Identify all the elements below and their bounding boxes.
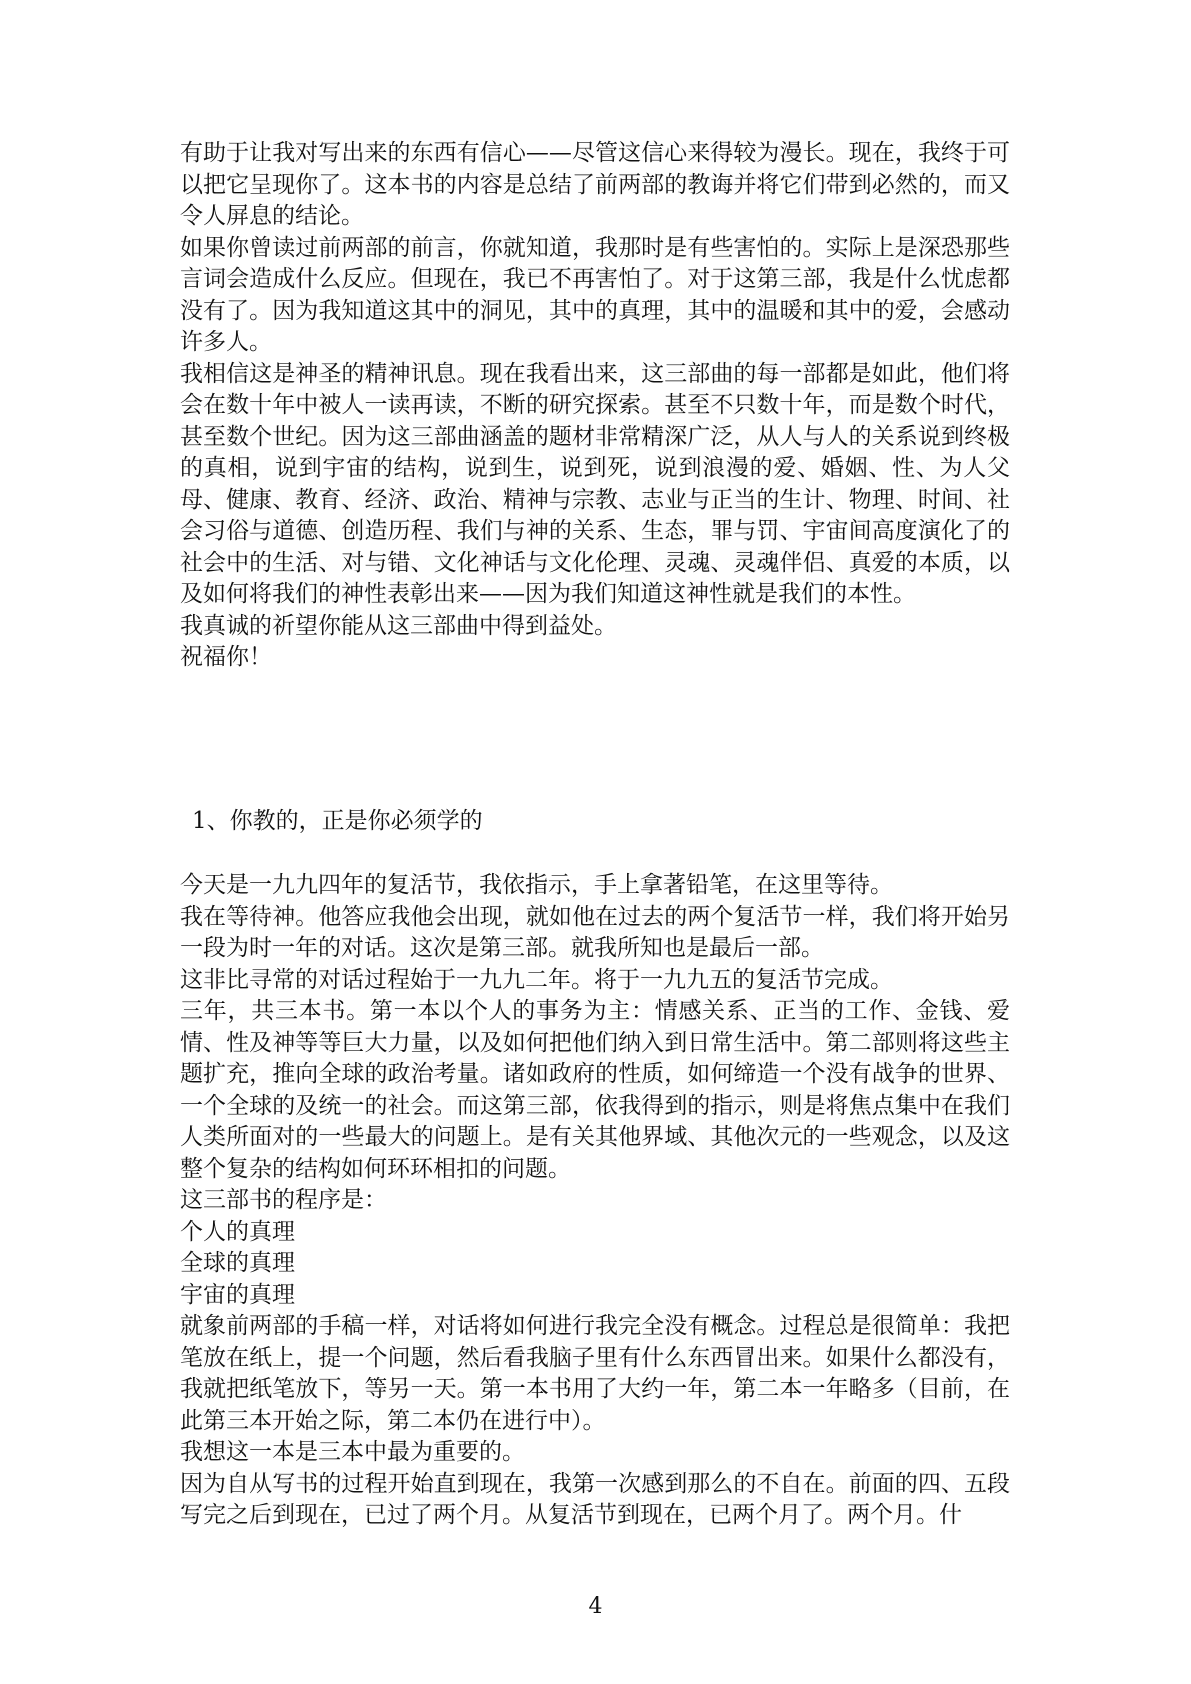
chapter-paragraph: 我在等待神。他答应我他会出现，就如他在过去的两个复活节一样，我们将开始另一段为时一年的对话。这次是第三部。就我所知也是最后一部。	[180, 903, 1010, 961]
chapter-paragraph: 我想这一本是三本中最为重要的。	[180, 1439, 525, 1465]
page-body	[180, 138, 1010, 1532]
chapter-section	[180, 870, 1010, 1532]
chapter-paragraph: 就象前两部的手稿一样，对话将如何进行我完全没有概念。过程总是很简单：我把笔放在纸上，提一个问题，然后看我脑子里有什么东西冒出来。如果什么都没有，我就把纸笔放下，等另一天。第一本书用了大约一年，第二本一年略多（目前，在此第三本开始之际，第二本仍在进行中）。	[180, 1313, 1010, 1434]
chapter-paragraph: 三年，共三本书。第一本以个人的事务为主：情感关系、正当的工作、金钱、爱情、性及神等等巨大力量，以及如何把他们纳入到日常生活中。第二部则将这些主题扩充，推向全球的政治考量。诸如政府的性质，如何缔造一个没有战争的世界、一个全球的及统一的社会。而这第三部，依我得到的指示，则是将焦点集中在我们人类所面对的一些最大的问题上。是有关其他界域、其他次元的一些观念，以及这整个复杂的结构如何环环相扣的问题。	[180, 998, 1010, 1182]
chapter-paragraph: 这三部书的程序是：	[180, 1187, 387, 1213]
preface-paragraph: 我相信这是神圣的精神讯息。现在我看出来，这三部曲的每一部都是如此，他们将会在数十年中被人一读再读，不断的研究探索。甚至不只数十年，而是数个时代，甚至数个世纪。因为这三部曲涵盖的题材非常精深广泛，从人与人的关系说到终极的真相，说到宇宙的结构，说到生，说到死，说到浪漫的爱、婚姻、性、为人父母、健康、教育、经济、政治、精神与宗教、志业与正当的生计、物理、时间、社会习俗与道德、创造历程、我们与神的关系、生态，罪与罚、宇宙间高度演化了的社会中的生活、对与错、文化神话与文化伦理、灵魂、灵魂伴侣、真爱的本质，以及如何将我们的神性表彰出来——因为我们知道这神性就是我们的本性。	[180, 360, 1010, 607]
chapter-paragraph: 这非比寻常的对话过程始于一九九二年。将于一九九五的复活节完成。	[180, 966, 893, 993]
chapter-paragraph: 今天是一九九四年的复活节，我依指示，手上拿著铅笔，在这里等待。	[180, 872, 893, 898]
preface-section	[180, 138, 1010, 674]
page-number: 4	[588, 1594, 603, 1619]
list-item: 宇宙的真理	[180, 1281, 295, 1308]
preface-paragraph: 我真诚的祈望你能从这三部曲中得到益处。	[180, 612, 617, 639]
preface-paragraph: 有助于让我对写出来的东西有信心——尽管这信心来得较为漫长。现在，我终于可以把它呈现你了。这本书的内容是总结了前两部的教诲并将它们带到必然的，而又令人屏息的结论。	[180, 140, 1010, 229]
preface-closing: 祝福你！	[180, 644, 272, 670]
chapter-heading: 1、你教的，正是你必须学的	[192, 807, 483, 834]
list-item: 个人的真理	[180, 1218, 295, 1245]
heading-spacer	[180, 837, 1010, 870]
list-item: 全球的真理	[180, 1250, 295, 1276]
preface-paragraph: 如果你曾读过前两部的前言，你就知道，我那时是有些害怕的。实际上是深恐那些言词会造成什么反应。但现在，我已不再害怕了。对于这第三部，我是什么忧虑都没有了。因为我知道这其中的洞见，其中的真理，其中的温暖和其中的爱，会感动许多人。	[180, 234, 1010, 355]
chapter-paragraph: 因为自从写书的过程开始直到现在，我第一次感到那么的不自在。前面的四、五段写完之后到现在，已过了两个月。从复活节到现在，已两个月了。两个月。什	[180, 1470, 1010, 1528]
section-spacer	[180, 674, 1010, 806]
